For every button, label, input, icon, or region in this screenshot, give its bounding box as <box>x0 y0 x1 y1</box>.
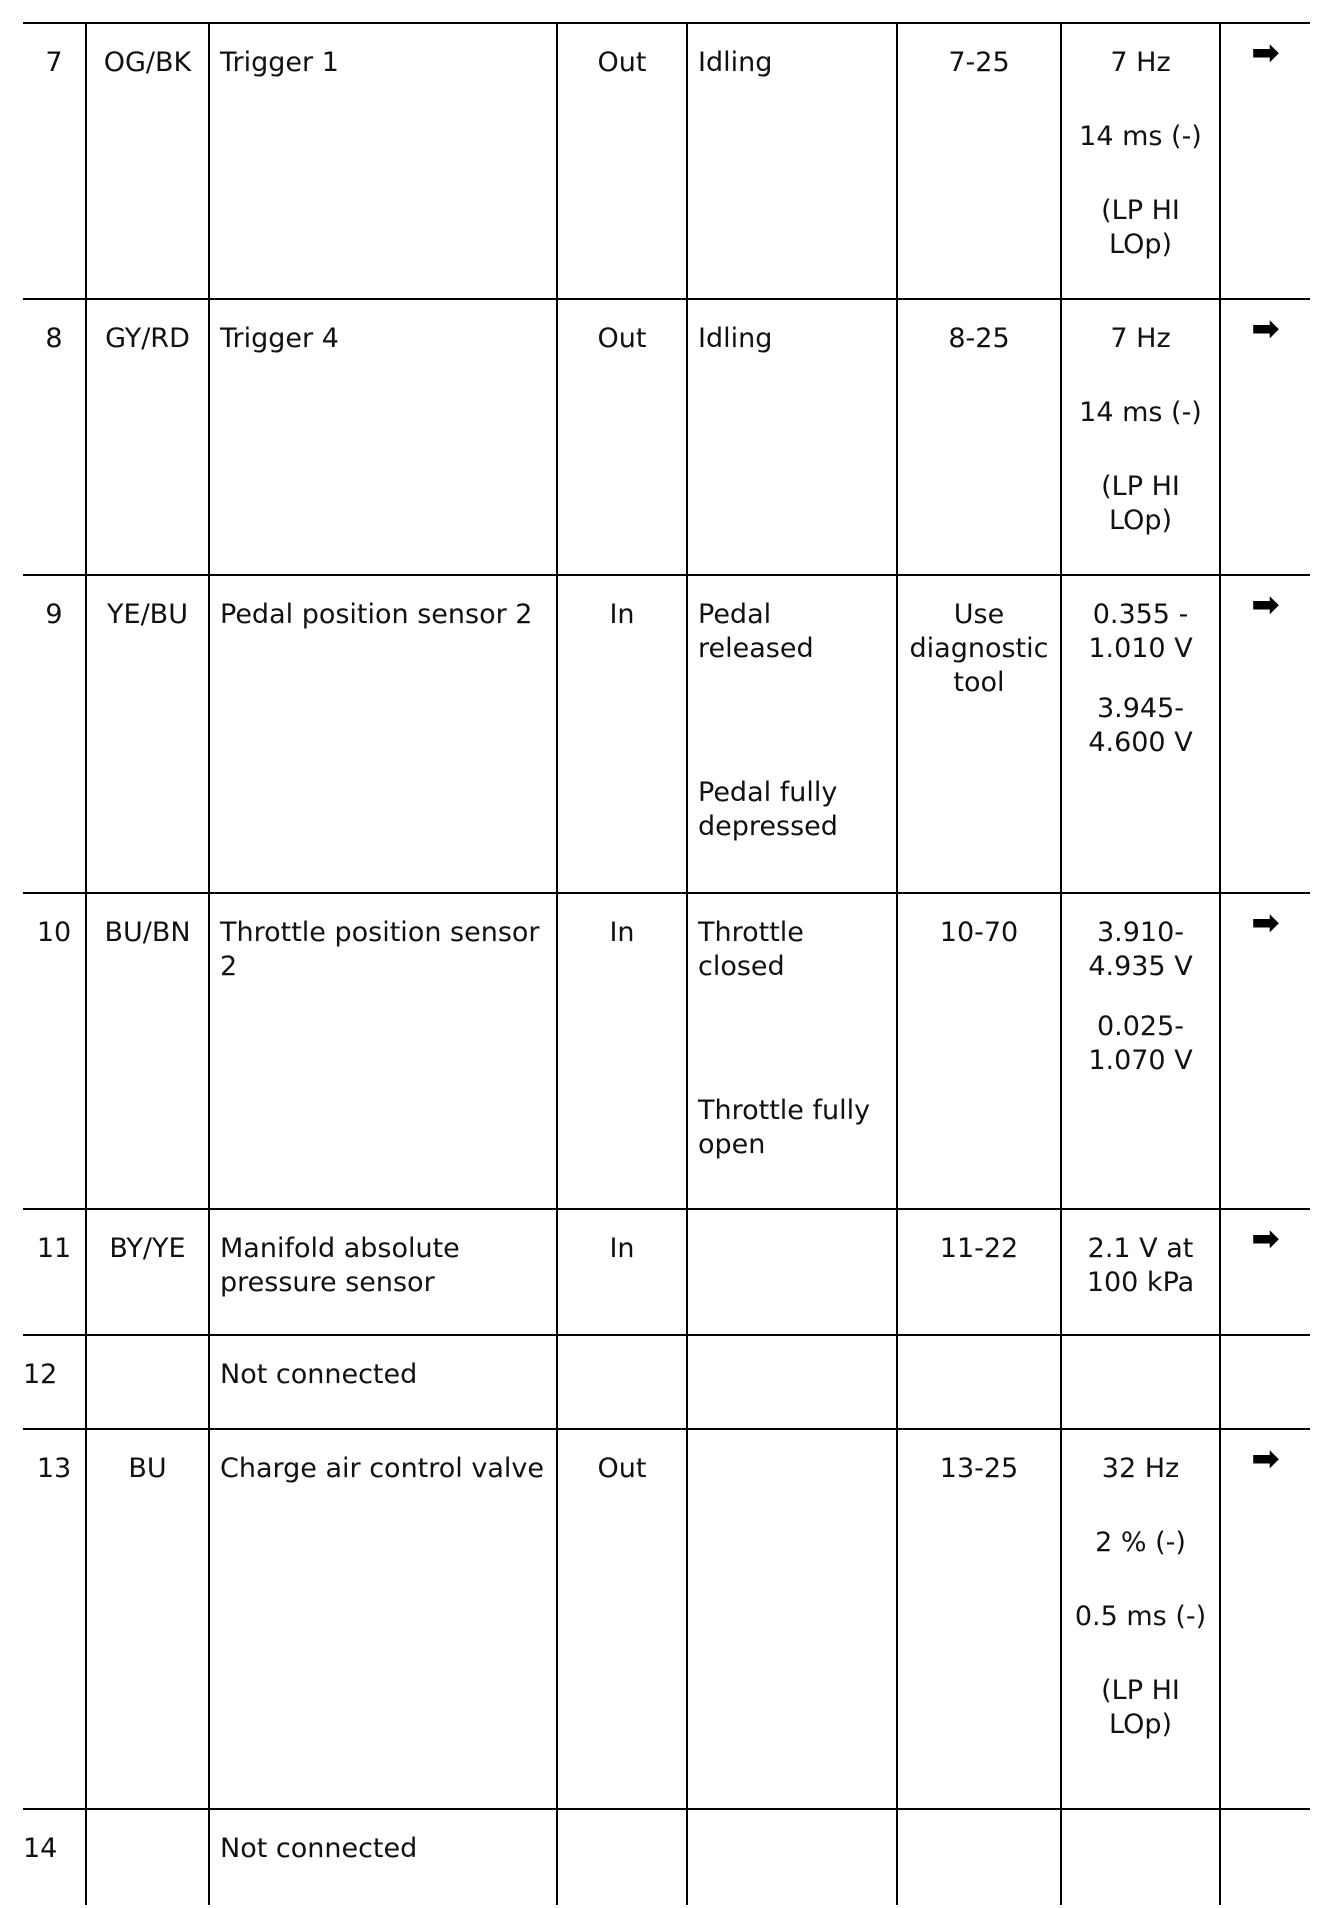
pinout-table <box>23 22 1310 1905</box>
wire-color: YE/BU <box>86 575 209 893</box>
component-description: Not connected <box>209 1809 557 1905</box>
test-condition-cell <box>687 1209 897 1335</box>
nominal-value: 0.5 ms (-) <box>1074 1601 1207 1632</box>
test-condition-cell <box>687 575 897 893</box>
measure-between: 11-22 <box>897 1209 1061 1335</box>
test-condition-cell <box>687 1429 897 1809</box>
right-arrow-icon[interactable]: ➡ <box>1251 1439 1280 1479</box>
test-condition-cell <box>687 1809 897 1905</box>
right-arrow-icon[interactable]: ➡ <box>1251 585 1280 625</box>
link-cell <box>1220 23 1310 299</box>
nominal-value: 14 ms (-) <box>1079 121 1202 152</box>
pinout-sheet <box>23 22 1310 1892</box>
component-description: Pedal position sensor 2 <box>209 575 557 893</box>
pin-number: 12 <box>23 1335 86 1429</box>
nominal-value: (LP HI LOp) <box>1101 1675 1180 1740</box>
table-row <box>23 1335 1310 1429</box>
table-row <box>23 1429 1310 1809</box>
signal-direction: Out <box>557 299 687 575</box>
measure-between <box>897 1335 1061 1429</box>
test-condition: Pedal released <box>698 599 814 664</box>
component-description: Trigger 1 <box>209 23 557 299</box>
wire-color <box>86 1809 209 1905</box>
component-description: Not connected <box>209 1335 557 1429</box>
right-arrow-icon[interactable]: ➡ <box>1251 903 1280 943</box>
pin-number: 14 <box>23 1809 86 1905</box>
nominal-value-cell <box>1061 1809 1220 1905</box>
component-description: Throttle position sensor 2 <box>209 893 557 1209</box>
nominal-value: (LP HI LOp) <box>1101 195 1180 260</box>
measure-between: 13-25 <box>897 1429 1061 1809</box>
measure-between: 8-25 <box>897 299 1061 575</box>
signal-direction: Out <box>557 1429 687 1809</box>
nominal-value-cell <box>1061 23 1220 299</box>
pin-number: 7 <box>23 23 86 299</box>
test-condition-cell <box>687 1335 897 1429</box>
pin-number: 8 <box>23 299 86 575</box>
test-condition-cell <box>687 23 897 299</box>
table-row <box>23 575 1310 893</box>
wire-color <box>86 1335 209 1429</box>
signal-direction <box>557 1809 687 1905</box>
nominal-value: 2.1 V at 100 kPa <box>1086 1233 1195 1298</box>
link-cell <box>1220 1209 1310 1335</box>
link-cell <box>1220 1809 1310 1905</box>
pin-number: 9 <box>23 575 86 893</box>
nominal-value-cell <box>1061 575 1220 893</box>
link-cell <box>1220 575 1310 893</box>
nominal-value-cell <box>1061 1335 1220 1429</box>
nominal-value: 32 Hz <box>1101 1453 1180 1484</box>
test-condition: Throttle fully open <box>698 1095 871 1160</box>
nominal-value: 0.355 - 1.010 V <box>1088 599 1193 664</box>
right-arrow-icon[interactable]: ➡ <box>1251 33 1280 73</box>
table-row <box>23 1809 1310 1905</box>
measure-between <box>897 1809 1061 1905</box>
link-cell <box>1220 893 1310 1209</box>
pin-number: 13 <box>23 1429 86 1809</box>
component-description: Trigger 4 <box>209 299 557 575</box>
nominal-value: 7 Hz <box>1110 323 1171 354</box>
nominal-value: 14 ms (-) <box>1079 397 1202 428</box>
right-arrow-icon[interactable]: ➡ <box>1251 309 1280 349</box>
test-condition: Throttle closed <box>698 917 804 982</box>
wire-color: GY/RD <box>86 299 209 575</box>
measure-between: 10-70 <box>897 893 1061 1209</box>
wire-color: BU <box>86 1429 209 1809</box>
nominal-value: 3.910- 4.935 V <box>1088 917 1193 982</box>
test-condition-cell <box>687 893 897 1209</box>
nominal-value: (LP HI LOp) <box>1101 471 1180 536</box>
table-row <box>23 299 1310 575</box>
nominal-value-cell <box>1061 1209 1220 1335</box>
nominal-value-cell <box>1061 1429 1220 1809</box>
component-description: Charge air control valve <box>209 1429 557 1809</box>
nominal-value-cell <box>1061 299 1220 575</box>
wire-color: BU/BN <box>86 893 209 1209</box>
right-arrow-icon[interactable]: ➡ <box>1251 1219 1280 1259</box>
table-row <box>23 1209 1310 1335</box>
nominal-value: 7 Hz <box>1110 47 1171 78</box>
wire-color: BY/YE <box>86 1209 209 1335</box>
link-cell <box>1220 299 1310 575</box>
signal-direction: In <box>557 1209 687 1335</box>
nominal-value: 2 % (-) <box>1095 1527 1186 1558</box>
component-description: Manifold absolute pressure sensor <box>209 1209 557 1335</box>
signal-direction <box>557 1335 687 1429</box>
link-cell <box>1220 1429 1310 1809</box>
test-condition: Idling <box>698 323 773 354</box>
nominal-value: 3.945- 4.600 V <box>1088 693 1193 758</box>
test-condition-cell <box>687 299 897 575</box>
wire-color: OG/BK <box>86 23 209 299</box>
table-row <box>23 23 1310 299</box>
table-row <box>23 893 1310 1209</box>
pin-number: 10 <box>23 893 86 1209</box>
test-condition: Pedal fully depressed <box>698 777 838 842</box>
nominal-value: 0.025- 1.070 V <box>1088 1011 1193 1076</box>
signal-direction: In <box>557 893 687 1209</box>
nominal-value-cell <box>1061 893 1220 1209</box>
measure-between: Use diagnostic tool <box>897 575 1061 893</box>
measure-between: 7-25 <box>897 23 1061 299</box>
signal-direction: In <box>557 575 687 893</box>
pin-number: 11 <box>23 1209 86 1335</box>
signal-direction: Out <box>557 23 687 299</box>
test-condition: Idling <box>698 47 773 78</box>
link-cell <box>1220 1335 1310 1429</box>
